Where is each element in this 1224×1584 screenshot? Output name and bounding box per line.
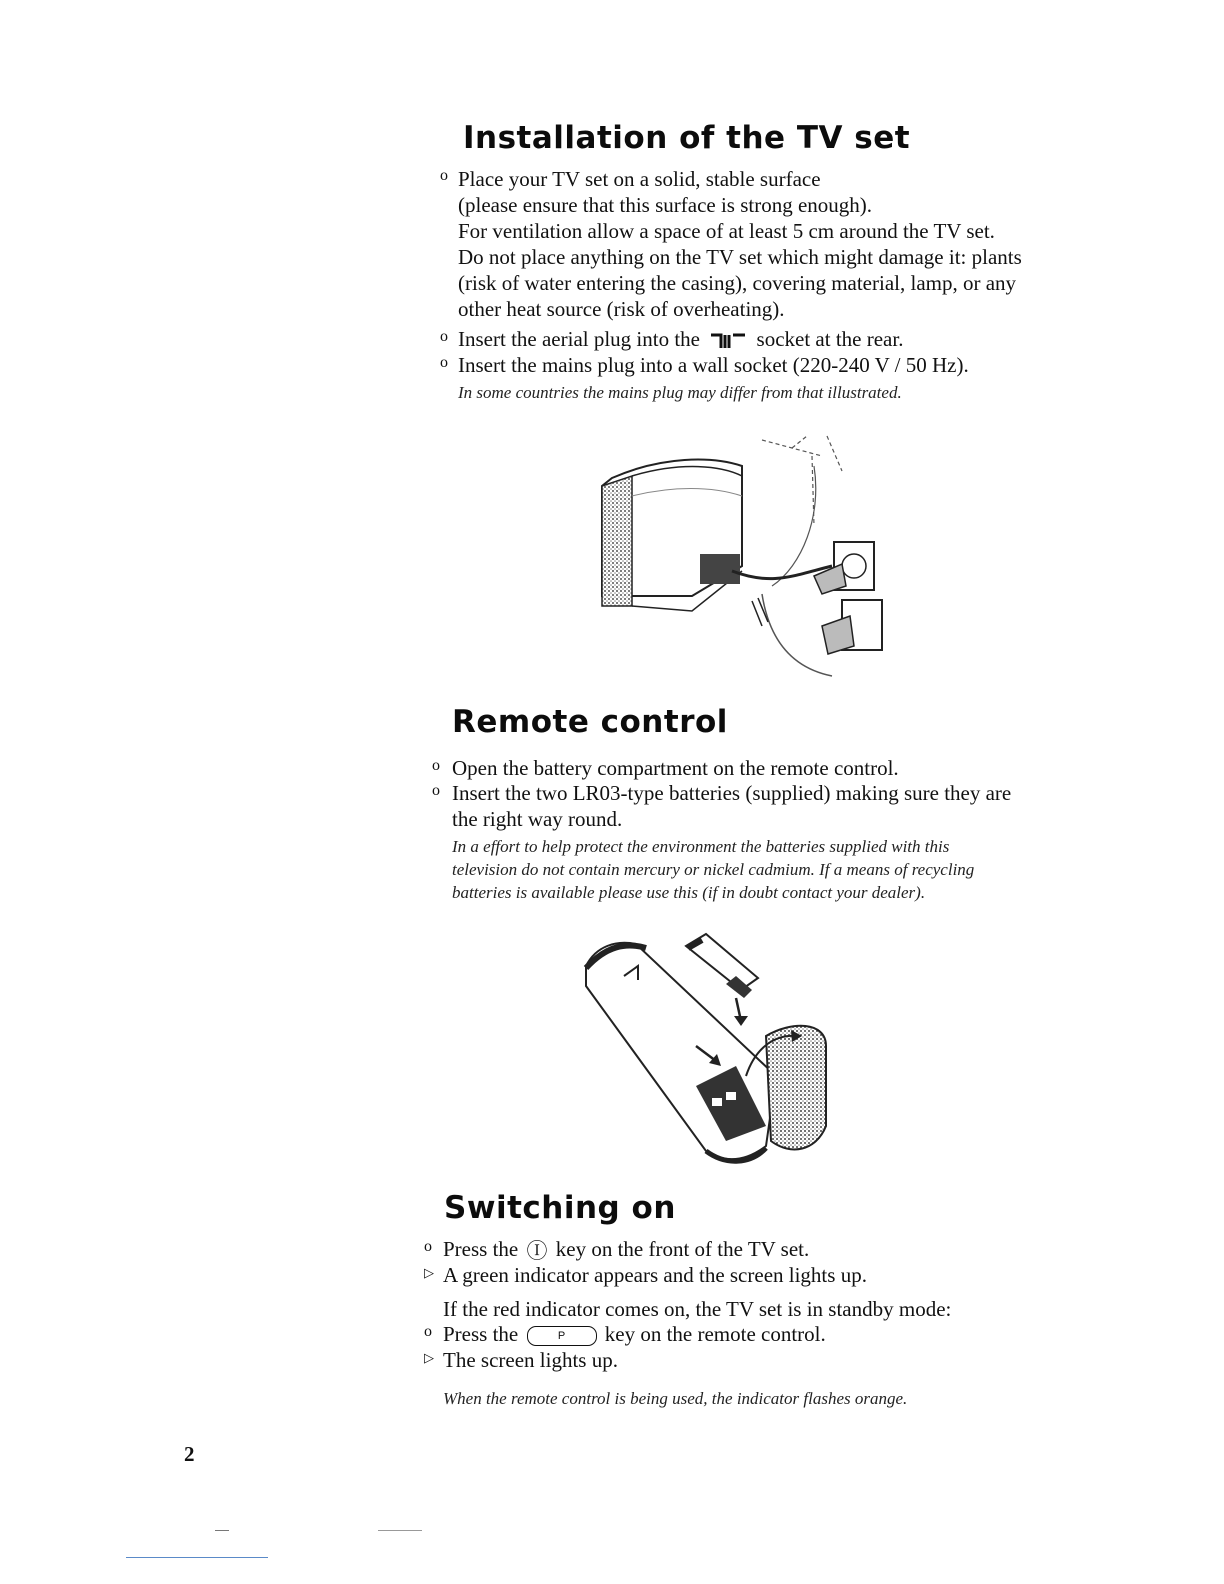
bullet-icon: o [440, 328, 448, 345]
text-line: (please ensure that this surface is strong enough). [458, 193, 873, 217]
battery-environment-note [452, 835, 974, 904]
bullet-icon: o [432, 757, 440, 774]
installation-bullet-1 [458, 166, 1022, 322]
remote-battery-illustration [576, 926, 836, 1166]
result-arrow-icon: ▷ [424, 1350, 434, 1365]
switching-bullet-1 [443, 1236, 809, 1264]
text-line: Place your TV set on a solid, stable surface [458, 167, 821, 191]
installation-bullet-3: Insert the mains plug into a wall socket (220-240 V / 50 Hz). [458, 353, 969, 377]
text-line: television do not contain mercury or nickel cadmium. If a means of recycling [452, 860, 975, 879]
text-line: batteries is available please use this (if in doubt contact your dealer). [452, 883, 926, 902]
text-line: For ventilation allow a space of at least 5 cm around the TV set. [458, 219, 995, 243]
remote-bullet-2 [452, 780, 1011, 832]
text-segment: Insert the aerial plug into the [458, 327, 701, 351]
bullet-icon: o [440, 167, 448, 184]
text-line: Do not place anything on the TV set which might damage it: plants [458, 245, 1022, 269]
text-line: (risk of water entering the casing), covering material, lamp, or any [458, 271, 1017, 295]
scan-mark [378, 1530, 422, 1531]
text-line: In a effort to help protect the environment the batteries supplied with this [452, 837, 950, 856]
bullet-icon: o [424, 1238, 432, 1255]
power-key-icon: Ⓘ [526, 1239, 548, 1264]
standby-explanation: If the red indicator comes on, the TV set is in standby mode: [443, 1297, 952, 1321]
text-line: other heat source (risk of overheating). [458, 297, 785, 321]
installation-heading: Installation of the TV set [463, 120, 911, 156]
installation-note: In some countries the mains plug may differ from that illustrated. [458, 383, 902, 402]
text-segment: key on the remote control. [604, 1322, 826, 1346]
installation-bullet-2 [458, 326, 903, 352]
scan-mark [215, 1530, 229, 1531]
text-line: the right way round. [452, 807, 623, 831]
text-segment: socket at the rear. [756, 327, 904, 351]
bullet-icon: o [440, 354, 448, 371]
remote-control-heading: Remote control [452, 704, 728, 740]
indicator-note: When the remote control is being used, the indicator flashes orange. [443, 1389, 908, 1408]
result-arrow-icon: ▷ [424, 1265, 434, 1280]
tv-installation-illustration [592, 426, 892, 686]
text-line: Insert the two LR03-type batteries (supplied) making sure they are [452, 781, 1012, 805]
text-segment: Press the [443, 1322, 519, 1346]
footer-rule [126, 1557, 268, 1558]
bullet-icon: o [432, 782, 440, 799]
switching-result-2: The screen lights up. [443, 1348, 618, 1372]
page-number: 2 [184, 1442, 195, 1466]
bullet-icon: o [424, 1323, 432, 1340]
program-key-label: P [557, 1330, 566, 1343]
switching-on-heading: Switching on [444, 1190, 676, 1226]
switching-bullet-2 [443, 1321, 826, 1347]
remote-bullet-1: Open the battery compartment on the remote control. [452, 756, 899, 780]
text-segment: key on the front of the TV set. [555, 1237, 810, 1261]
switching-result-1: A green indicator appears and the screen lights up. [443, 1263, 867, 1287]
aerial-socket-icon [709, 332, 747, 350]
text-segment: Press the [443, 1237, 519, 1261]
program-key-icon [527, 1326, 597, 1346]
